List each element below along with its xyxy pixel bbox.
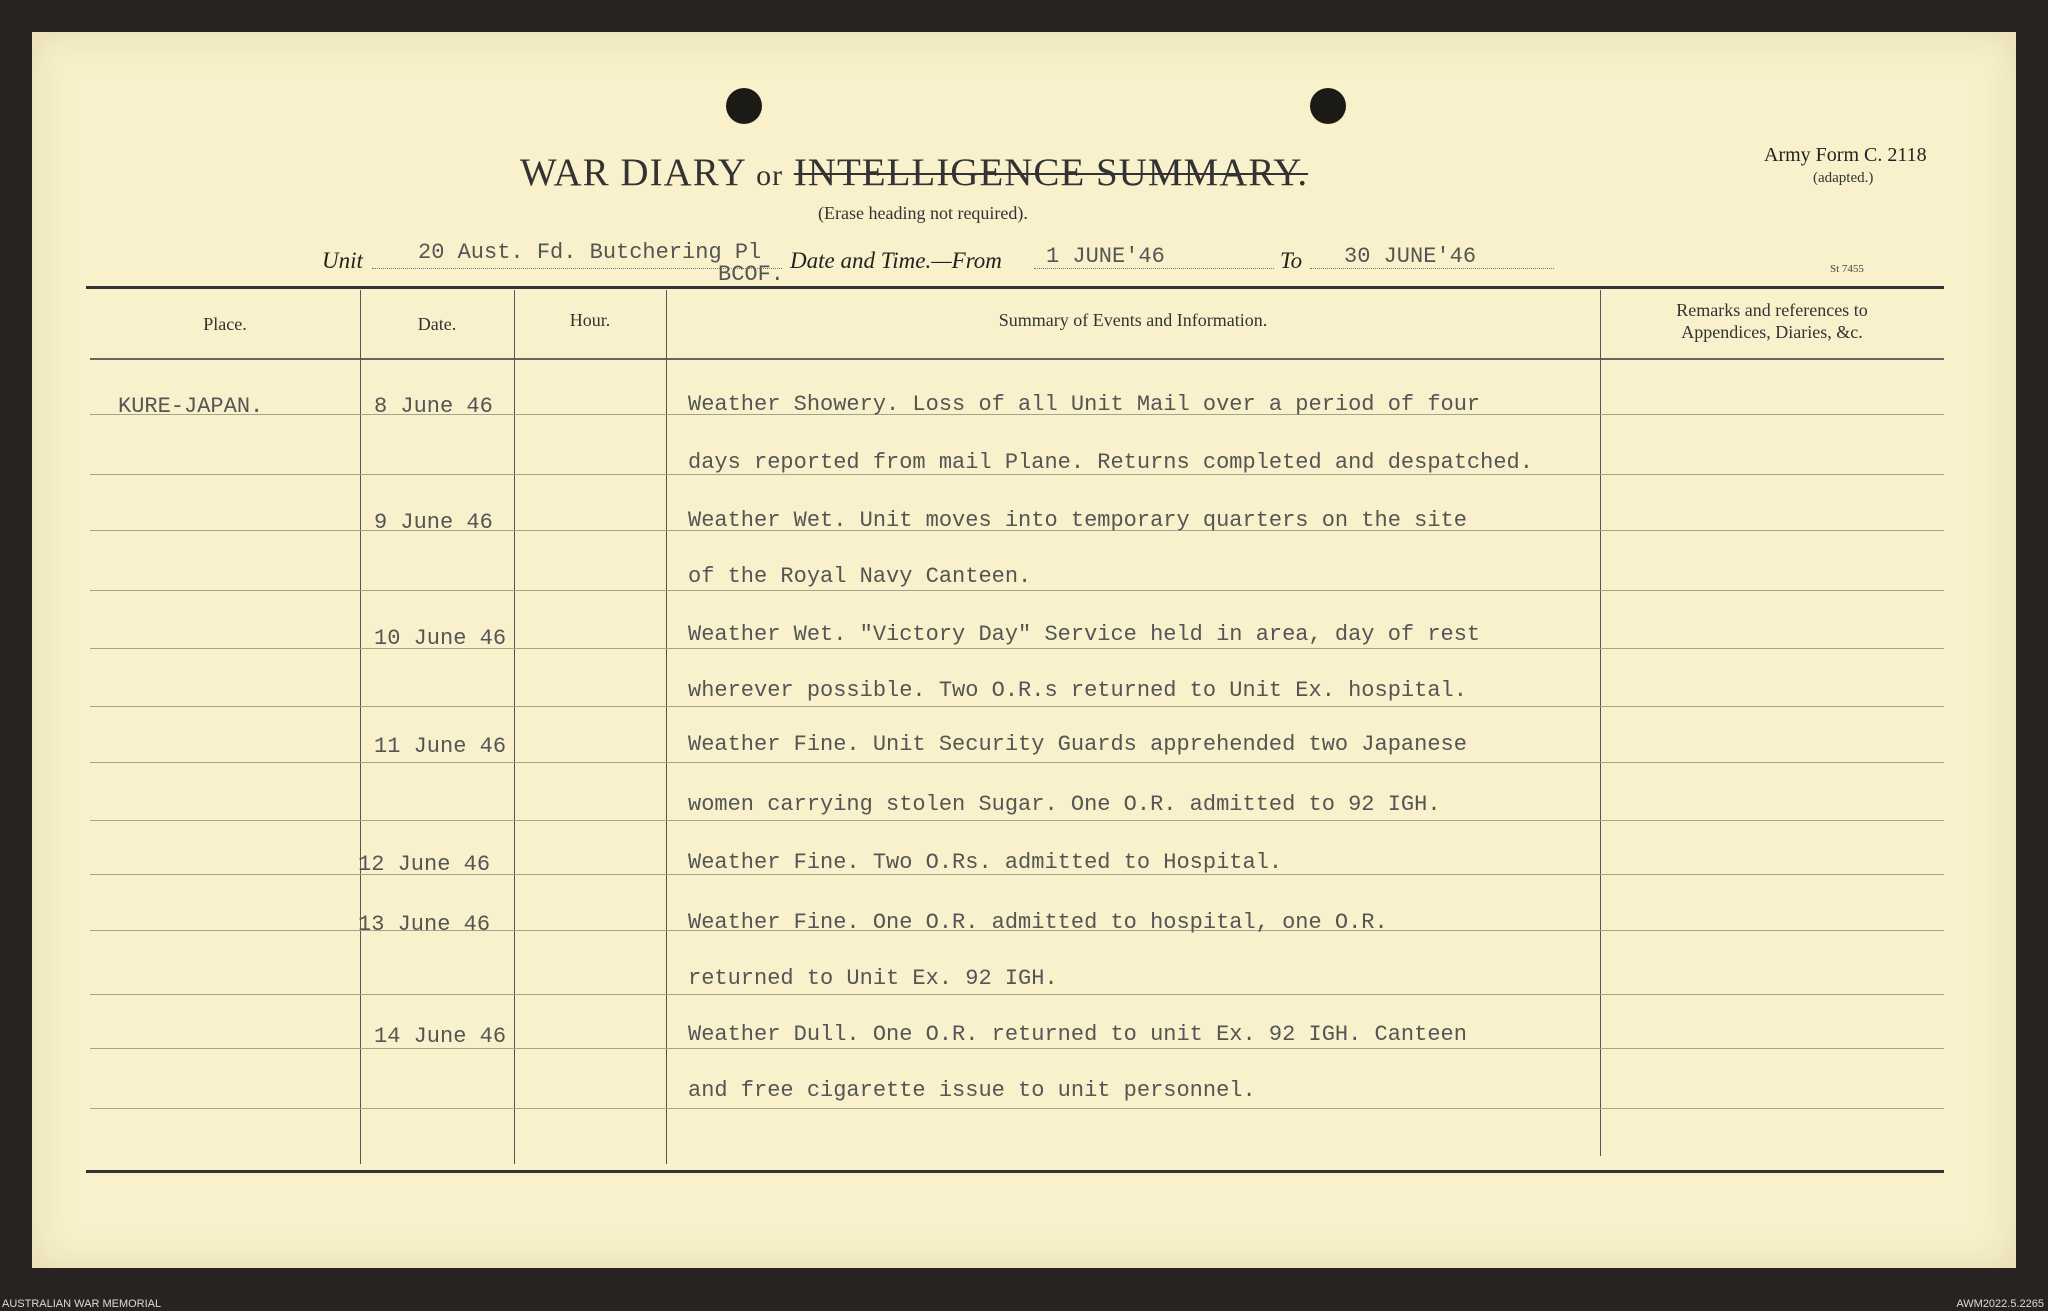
entry-line: women carrying stolen Sugar. One O.R. admitted to 92 IGH. bbox=[688, 792, 1441, 817]
date-time-label: Date and Time.—From bbox=[790, 248, 1002, 273]
title-main: WAR DIARY bbox=[520, 151, 746, 194]
unit-value-line1: 20 Aust. Fd. Butchering Pl bbox=[418, 240, 762, 265]
header-remarks-line2: Appendices, Diaries, &c. bbox=[1681, 322, 1863, 342]
entry-date: 11 June 46 bbox=[374, 734, 507, 759]
to-dotted-line bbox=[1310, 268, 1554, 269]
form-subtitle: (Erase heading not required). bbox=[818, 203, 1028, 223]
header-hour: Hour. bbox=[569, 310, 611, 330]
from-dotted-line bbox=[1034, 268, 1274, 269]
ruled-line bbox=[90, 706, 1944, 707]
header-remarks-line1: Remarks and references to bbox=[1676, 300, 1868, 320]
army-form-number: Army Form C. 2118 bbox=[1764, 144, 1927, 166]
entry-date: 9 June 46 bbox=[374, 510, 493, 535]
column-rule-hour bbox=[666, 290, 667, 1164]
punch-hole-left bbox=[726, 88, 762, 124]
entry-line: Weather Wet. "Victory Day" Service held in area, day of rest bbox=[688, 622, 1481, 647]
entry-line: Weather Wet. Unit moves into temporary quarters on the site bbox=[688, 508, 1467, 533]
ruled-line bbox=[90, 648, 1944, 649]
table-top-rule bbox=[86, 286, 1944, 289]
entry-line: Weather Fine. One O.R. admitted to hospital, one O.R. bbox=[688, 910, 1388, 935]
ruled-line bbox=[90, 1048, 1944, 1049]
army-form-adapted: (adapted.) bbox=[1813, 170, 1874, 186]
place-value: KURE-JAPAN. bbox=[118, 394, 264, 419]
entry-date: 13 June 46 bbox=[358, 912, 491, 937]
ruled-line bbox=[90, 820, 1944, 821]
footer-credit: AUSTRALIAN WAR MEMORIAL bbox=[2, 1298, 162, 1310]
entry-line: Weather Showery. Loss of all Unit Mail over a period of four bbox=[688, 392, 1481, 417]
entry-line: days reported from mail Plane. Returns completed and despatched. bbox=[688, 450, 1533, 475]
unit-value-line2: BCOF. bbox=[718, 262, 785, 287]
entry-date: 10 June 46 bbox=[374, 626, 507, 651]
to-value: 30 JUNE'46 bbox=[1344, 244, 1477, 269]
entry-line: and free cigarette issue to unit personnel. bbox=[688, 1078, 1256, 1103]
entry-date: 12 June 46 bbox=[358, 852, 491, 877]
title-or: or bbox=[756, 159, 784, 192]
punch-hole-right bbox=[1310, 88, 1346, 124]
ruled-line bbox=[90, 762, 1944, 763]
column-rule-date bbox=[514, 290, 515, 1164]
ruled-line bbox=[90, 994, 1944, 995]
column-rule-place bbox=[360, 290, 361, 1164]
ruled-line bbox=[90, 1108, 1944, 1109]
column-rule-summary bbox=[1600, 290, 1601, 1156]
table-bottom-rule bbox=[86, 1170, 1944, 1173]
from-value: 1 JUNE'46 bbox=[1046, 244, 1165, 269]
entry-date: 8 June 46 bbox=[374, 394, 493, 419]
unit-dotted-line bbox=[372, 268, 782, 269]
footer-accession: AWM2022.5.2265 bbox=[1956, 1298, 2044, 1310]
entry-line: returned to Unit Ex. 92 IGH. bbox=[688, 966, 1058, 991]
entry-line: Weather Fine. Unit Security Guards apprehended two Japanese bbox=[688, 732, 1467, 757]
ruled-line bbox=[90, 590, 1944, 591]
header-date: Date. bbox=[417, 314, 457, 334]
to-label: To bbox=[1280, 248, 1303, 273]
unit-label: Unit bbox=[322, 248, 363, 273]
entry-line: Weather Fine. Two O.Rs. admitted to Hospital. bbox=[688, 850, 1283, 875]
header-bottom-rule bbox=[90, 358, 1944, 360]
entry-line: wherever possible. Two O.R.s returned to Unit Ex. hospital. bbox=[688, 678, 1467, 703]
entry-line: of the Royal Navy Canteen. bbox=[688, 564, 1032, 589]
header-summary: Summary of Events and Information. bbox=[998, 310, 1268, 330]
title-struck: INTELLIGENCE SUMMARY. bbox=[793, 151, 1309, 194]
stock-stamp: St 7455 bbox=[1830, 263, 1864, 275]
header-place: Place. bbox=[203, 314, 247, 334]
entry-date: 14 June 46 bbox=[374, 1024, 507, 1049]
form-title bbox=[520, 150, 1308, 195]
entry-line: Weather Dull. One O.R. returned to unit Ex. 92 IGH. Canteen bbox=[688, 1022, 1467, 1047]
